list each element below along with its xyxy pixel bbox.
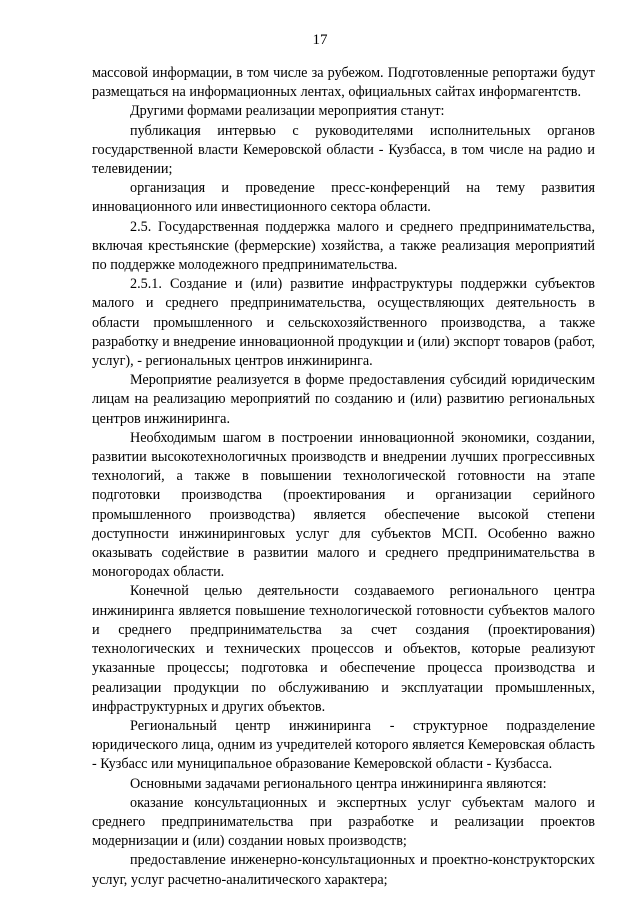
paragraph: Основными задачами регионального центра инжиниринга являются: xyxy=(130,775,547,792)
paragraph: Мероприятие реализуется в форме предоставления субсидий юридическим лицам на реализацию мероприятий по созданию и (или) развитию региональных центров инжиниринга. xyxy=(92,372,595,427)
paragraph: Конечной целью деятельности создаваемого регионального центра инжиниринга является повышение технологической готовности субъектов малого и среднего предпринимательства за счет создания (проектирования) технологических и технических процессов и объектов, которые реализуют указанные процессы; подготовка и обеспечение процесса производства и реализации продукции по обслуживанию и эксплуатации промышленных, инфраструктурных и других объектов. xyxy=(92,583,595,715)
page-number: 17 xyxy=(312,32,328,48)
paragraph: Необходимым шагом в построении инновационной экономики, создании, развитии высокотехнологичных производств и внедрении лучших прогрессивных технологий, а также в повышении технологической готовности на этапе подготовки производства (проектирования и организации серийного промышленного производства) является обеспечение высокой степени доступности инжиниринговых услуг для субъектов МСП. Особенно важно оказывать содействие в развитии малого и среднего предпринимательства в моногородах области. xyxy=(92,429,595,581)
paragraph: публикация интервью с руководителями исполнительных органов государственной власти Кемеровской области - Кузбасса, в том числе на радио и телевидении; xyxy=(92,122,595,178)
section-heading-paragraph: 2.5. Государственная поддержка малого и среднего предпринимательства, включая крестьянские (фермерские) хозяйства, а также реализация мероприятий по поддержке молодежного предпринимательства. xyxy=(92,218,595,274)
paragraph: организация и проведение пресс-конференций на тему развития инновационного или инвестиционного сектора области. xyxy=(92,180,595,216)
paragraph: оказание консультационных и экспертных услуг субъектам малого и среднего предпринимательства при разработке и реализации проектов модернизации и (или) создании новых производств; xyxy=(92,794,595,850)
paragraph: Региональный центр инжиниринга - структурное подразделение юридического лица, одним из учредителей которого является Кемеровская область - Кузбасс или муниципальное образование Кемеровской области - Кузбасса. xyxy=(92,717,595,773)
subsection-heading-paragraph: 2.5.1. Создание и (или) развитие инфраструктуры поддержки субъектов малого и среднего предпринимательства, осуществляющих деятельность в области промышленного и сельскохозяйственного производства, а также разработку и внедрение инновационной продукции и (или) экспорт товаров (работ, услуг), - региональных центров инжиниринга. xyxy=(92,276,595,370)
paragraph: предоставление инженерно-консультационных и проектно-конструкторских услуг, услуг расчетно-аналитического характера; xyxy=(92,852,595,888)
document-body xyxy=(92,64,595,890)
paragraph: массовой информации, в том числе за рубежом. Подготовленные репортажи будут размещаться на информационных лентах, официальных сайтах информагентств. xyxy=(92,65,595,101)
paragraph: Другими формами реализации мероприятия станут: xyxy=(130,103,445,120)
